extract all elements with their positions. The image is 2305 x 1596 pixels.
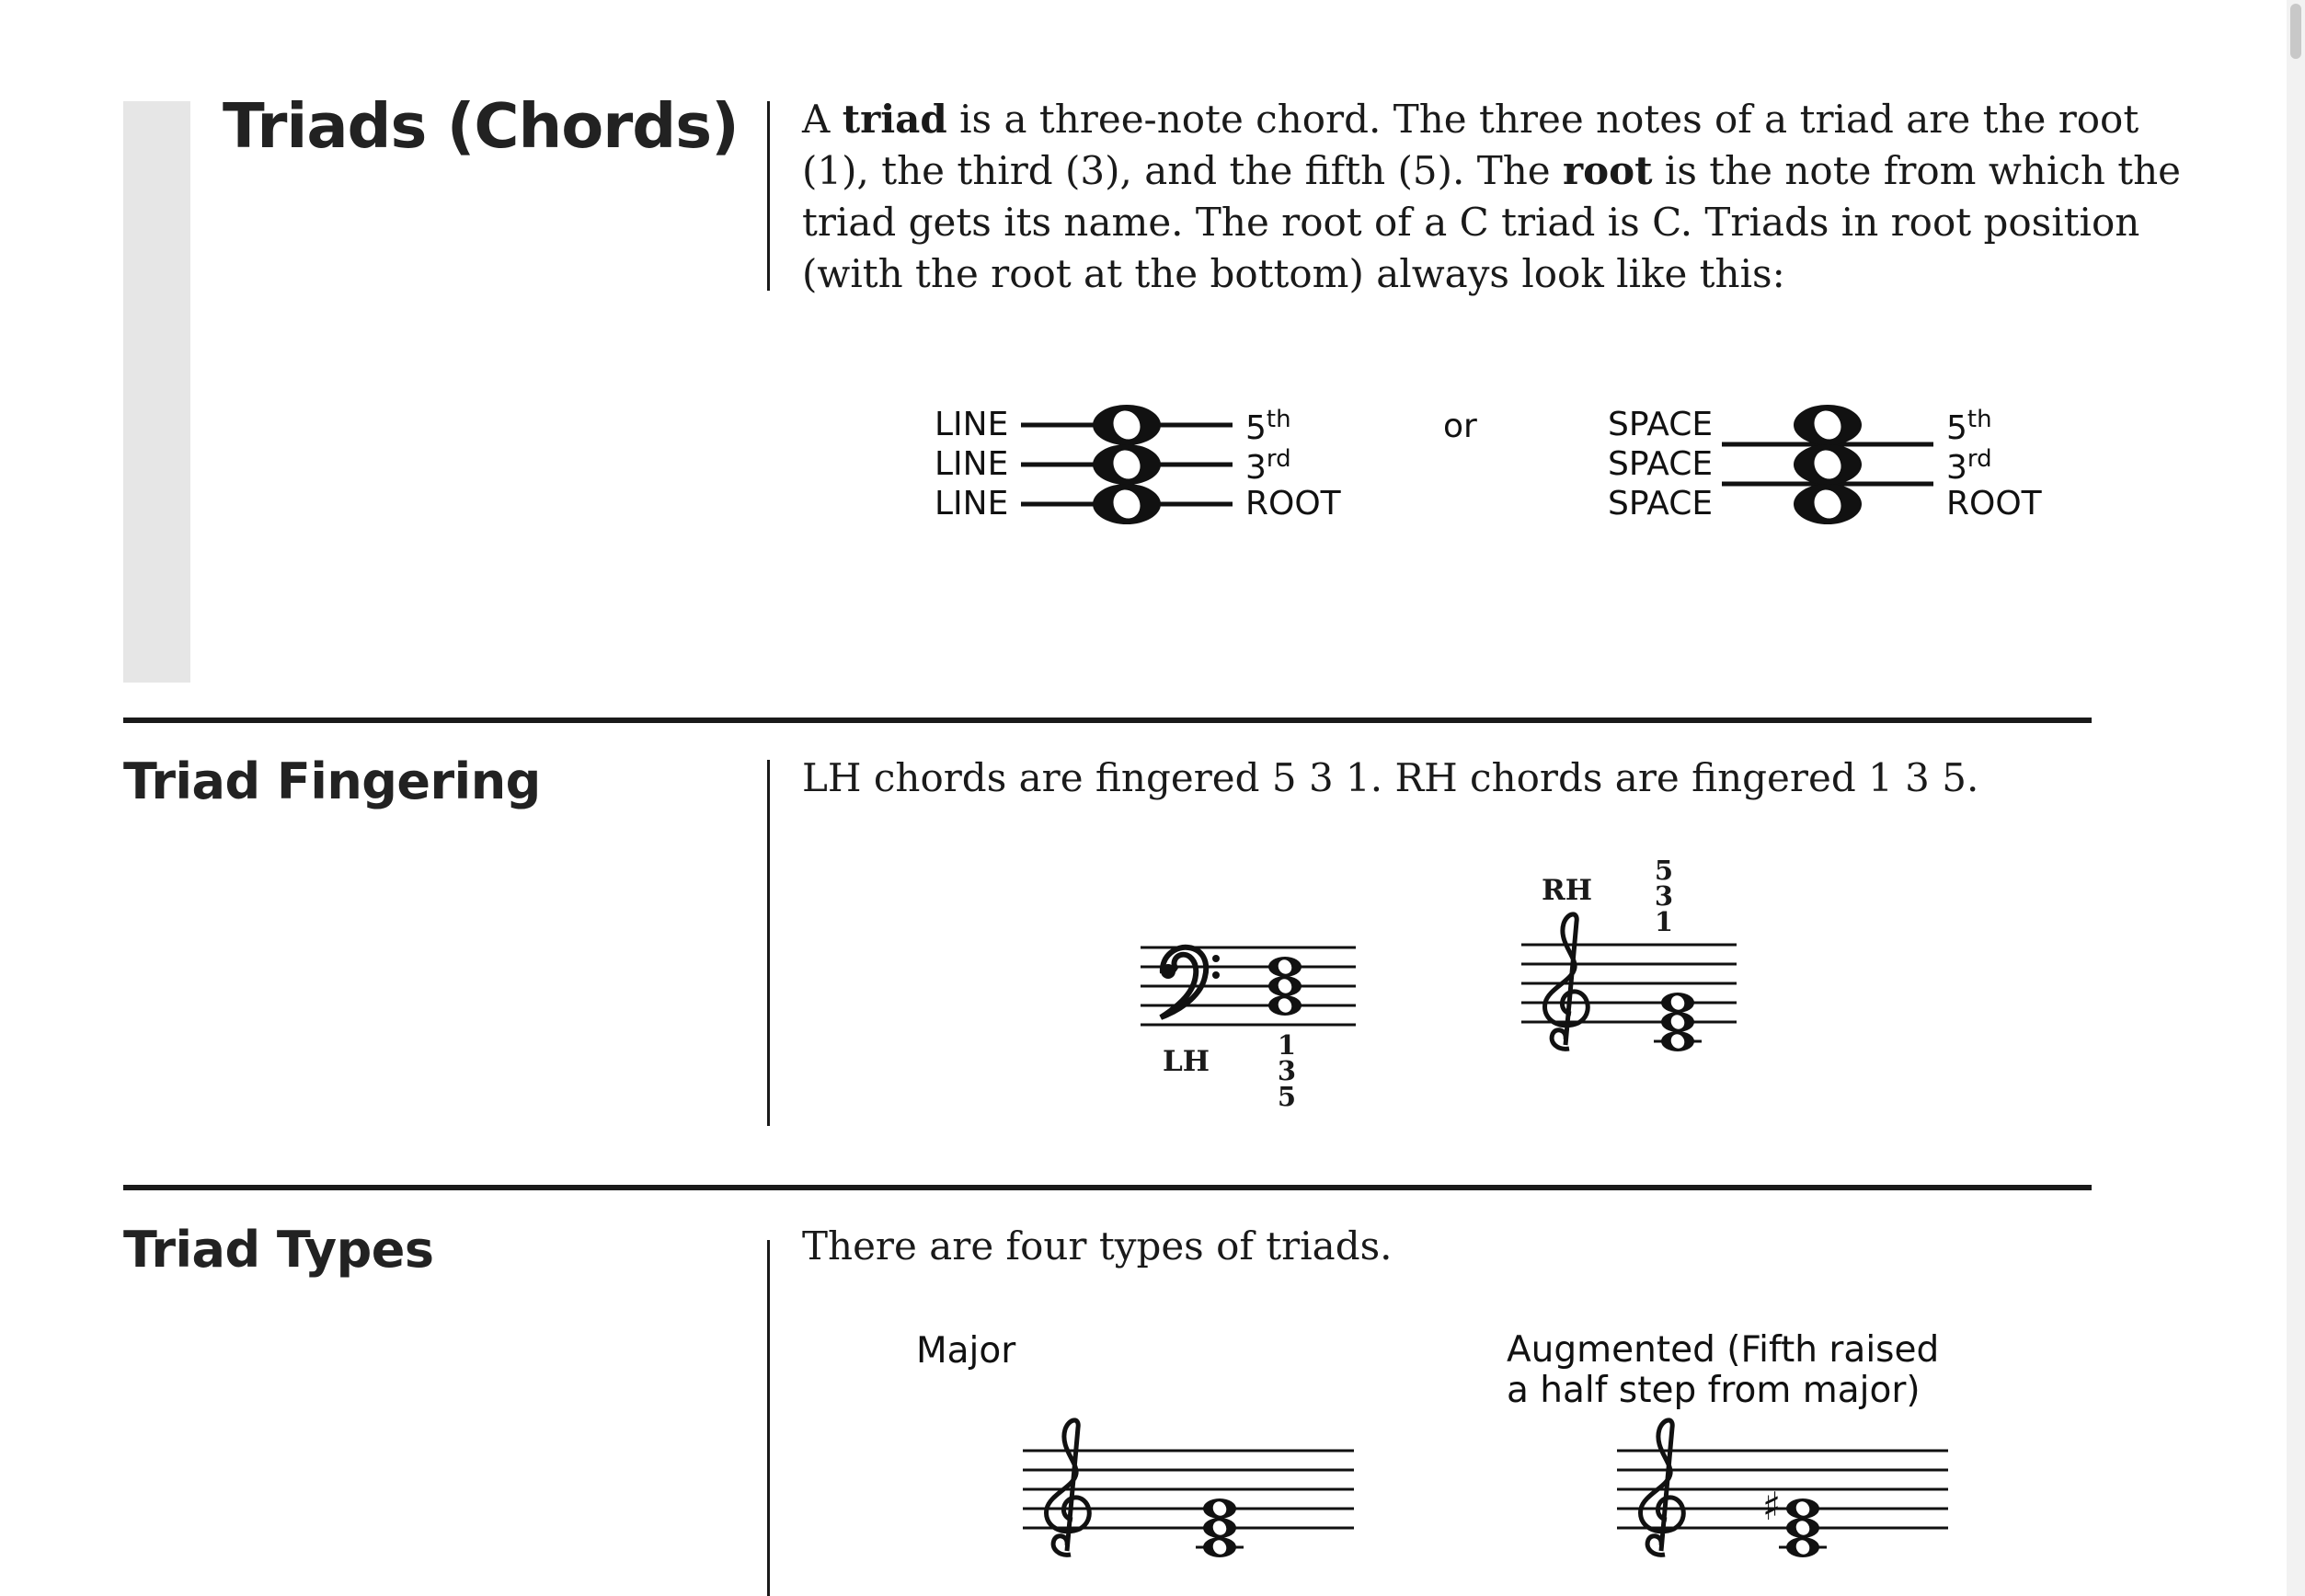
section-title-fingering: Triad Fingering <box>123 752 541 810</box>
triads-line-4: (with the root at the bottom) always look like this: <box>802 251 1785 296</box>
fingering-text: LH chords are fingered 5 3 1. RH chords are fingered 1 3 5. <box>802 755 1979 800</box>
whole-note-third <box>1794 444 1862 485</box>
interval-label-third-right: 3rd <box>1946 445 1992 487</box>
finger-number: 5 <box>1277 1081 1297 1112</box>
finger-number: 1 <box>1277 1029 1297 1061</box>
term-triad: triad <box>842 97 947 142</box>
type-label-major: Major <box>916 1330 1016 1372</box>
interval-label-third-left: 3rd <box>1245 445 1291 487</box>
interval-label-fifth-right: 5th <box>1946 406 1992 447</box>
lh-chord-notes <box>1268 957 1302 1016</box>
major-triad-staff <box>1023 1417 1359 1573</box>
scrollbar-track[interactable] <box>2287 0 2305 1596</box>
whole-note-third <box>1093 444 1161 485</box>
interval-label-fifth-left: 5th <box>1245 406 1291 447</box>
scrollbar-thumb[interactable] <box>2290 4 2301 59</box>
rh-label: RH <box>1542 874 1593 907</box>
sharp-icon: ♯ <box>1762 1484 1782 1529</box>
finger-number: 3 <box>1277 1055 1297 1086</box>
space-triad-notes <box>1722 396 1939 524</box>
section-rule <box>123 1185 2092 1190</box>
section-title-types: Triad Types <box>123 1221 434 1279</box>
lh-bass-staff <box>1141 938 1361 1049</box>
lh-fingers <box>1273 1029 1301 1112</box>
space-label-1: SPACE <box>1608 406 1714 443</box>
treble-clef-icon <box>1545 914 1588 1049</box>
line-label-2: LINE <box>935 445 1009 483</box>
whole-note-fifth <box>1093 405 1161 445</box>
type-label-augmented: Augmented (Fifth raised a half step from major) <box>1507 1329 1940 1411</box>
space-label-3: SPACE <box>1608 485 1714 522</box>
rh-treble-staff <box>1521 906 1742 1067</box>
or-label: or <box>1443 408 1477 445</box>
treble-clef-icon <box>1641 1420 1684 1555</box>
line-label-1: LINE <box>935 406 1009 443</box>
finger-number: 1 <box>1654 906 1674 937</box>
section-divider-vertical <box>767 760 770 1126</box>
section-divider-vertical <box>767 1240 770 1596</box>
finger-number: 5 <box>1654 855 1674 886</box>
interval-label-root-right: ROOT <box>1946 485 2042 522</box>
whole-note-fifth <box>1794 405 1862 445</box>
lh-label: LH <box>1163 1045 1210 1078</box>
triads-paragraph <box>802 94 2181 300</box>
interval-label-root-left: ROOT <box>1245 485 1341 522</box>
treble-clef-icon <box>1047 1420 1090 1555</box>
triads-line-2: (1), the third (3), and the fifth (5). The root is the note from which the <box>802 148 2181 193</box>
augmented-triad-staff <box>1617 1417 1954 1573</box>
triads-line-1: A triad is a three-note chord. The three notes of a triad are the root <box>802 97 2139 142</box>
whole-note-root <box>1093 484 1161 524</box>
section-rule <box>123 718 2092 723</box>
space-label-2: SPACE <box>1608 445 1714 483</box>
section-divider-vertical <box>767 101 770 291</box>
section-title-triads: Triads (Chords) <box>223 90 739 162</box>
section-accent-bar <box>123 101 190 683</box>
line-label-3: LINE <box>935 485 1009 522</box>
types-text: There are four types of triads. <box>802 1223 1393 1269</box>
bass-clef-icon <box>1161 947 1220 1017</box>
term-root: root <box>1562 148 1653 193</box>
finger-number: 3 <box>1654 880 1674 912</box>
whole-note-root <box>1794 484 1862 524</box>
line-triad-notes <box>1021 396 1238 524</box>
triads-line-3: triad gets its name. The root of a C triad is C. Triads in root position <box>802 200 2140 245</box>
